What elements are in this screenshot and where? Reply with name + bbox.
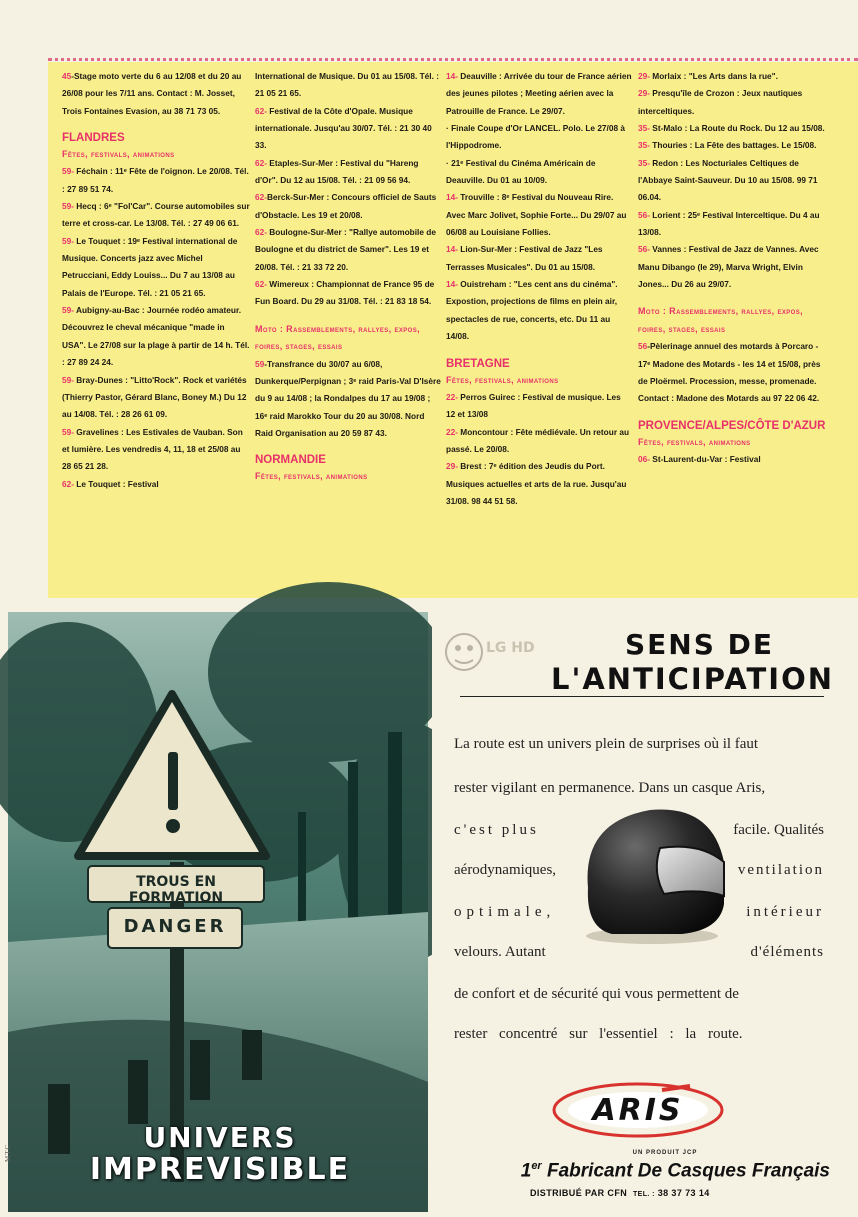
department-number: 29- xyxy=(446,461,458,472)
department-number: 62- xyxy=(255,105,267,116)
photo-credit: MTC xyxy=(4,1143,12,1162)
department-number: 62- xyxy=(255,227,267,238)
event-text: Ouistreham : "Les cent ans du cinéma". Expostion, projections de films en plein air, spectacles de rue, concerts, etc. Du 11 au 14/08. xyxy=(446,279,618,342)
event-text: Boulogne-Sur-Mer : "Rallye automobile de Boulogne et du district de Samer". Les 19 et 20/08. Tél. : 21 33 72 20. xyxy=(255,227,436,272)
listing-column-4 xyxy=(638,68,828,468)
event-entry xyxy=(62,476,250,493)
fabricant-ordinal: er xyxy=(531,1160,542,1172)
body-line-7: de confort et de sécurité qui vous permettent de xyxy=(454,986,739,1002)
event-text: Festival de la Côte d'Opale. Musique internationale. Jusqu'au 30/07. Tél. : 21 30 40 33. xyxy=(255,105,432,151)
event-entry xyxy=(255,155,441,190)
distributor-text: DISTRIBUÉ PAR CFN xyxy=(530,1188,628,1198)
listing-column-2 xyxy=(255,68,441,486)
fabricant-tagline xyxy=(460,1160,830,1182)
watermark-text: LG HD xyxy=(486,640,535,656)
event-entry xyxy=(638,451,828,468)
headline-line-1: SENS DE xyxy=(624,628,774,661)
event-text: -Pèlerinage annuel des motards à Porcaro - 17ᵉ Madone des Motards - les 14 et 15/08, près de Ploërmel. Procession, messe, promenade. Contact : Madone des Motards au 97 22 06 42. xyxy=(638,341,821,404)
event-text: St-Malo : La Route du Rock. Du 12 au 15/08. xyxy=(650,123,825,134)
photo-caption xyxy=(60,1122,380,1186)
department-number: 59- xyxy=(62,374,74,385)
department-number: 56- xyxy=(638,244,650,255)
event-entry xyxy=(638,137,828,154)
headline-line-2: L'ANTICIPATION xyxy=(551,662,834,696)
department-number: 06- xyxy=(638,453,650,464)
event-entry xyxy=(446,68,632,120)
department-number: 62- xyxy=(255,157,267,168)
department-number: 62- xyxy=(255,192,267,203)
category-heading: Fêtes, festivals, animations xyxy=(638,436,751,447)
listing-column-1 xyxy=(62,68,250,493)
aris-logo-icon xyxy=(550,1080,726,1140)
department-number: 59- xyxy=(62,305,74,316)
department-number: 59- xyxy=(62,166,74,177)
event-entry xyxy=(446,424,632,459)
event-text: Aubigny-au-Bac : Journée rodéo amateur. Découvrez le cheval mécanique "made in USA". Le 27/08 sur la plage à partir de 14 h. Tél. : 27 89 24 24. xyxy=(62,305,250,368)
caption-line-2: IMPREVISIBLE xyxy=(89,1152,351,1187)
department-number: 35- xyxy=(638,123,650,134)
department-number: 29- xyxy=(638,88,650,99)
body-line-5b: intérieur xyxy=(746,904,824,920)
event-entry xyxy=(255,276,441,311)
body-line-8: rester concentré sur l'essentiel : la route. xyxy=(454,1026,743,1042)
tel-label: TEL. : xyxy=(632,1191,655,1198)
event-text: Berck-Sur-Mer : Concours officiel de Sauts d'Obstacle. Les 19 et 20/08. xyxy=(255,192,437,220)
department-number: 35- xyxy=(638,140,650,151)
department-number: 14- xyxy=(446,71,458,81)
headline-rule xyxy=(460,696,824,697)
department-number: 62- xyxy=(62,478,74,489)
event-entry xyxy=(446,276,632,345)
event-text: Etaples-Sur-Mer : Festival du "Hareng d'Or". Du 12 au 15/08. Tél. : 21 09 56 94. xyxy=(255,157,419,186)
event-text: Trouville : 8ᵉ Festival du Nouveau Rire. Avec Marc Jolivet, Sophie Forte... Du 29/07 au 06/08 au Louisiane Follies. xyxy=(446,192,627,238)
body-line-6b: d'éléments xyxy=(750,944,824,960)
event-text: Gravelines : Les Estivales de Vauban. Son et lumière. Les vendredis 4, 11, 18 et 25/08 au 28 65 21 28. xyxy=(62,426,243,472)
event-entry xyxy=(638,241,828,293)
region-heading: BRETAGNE xyxy=(446,357,510,370)
body-line-6a: velours. Autant xyxy=(454,944,546,960)
event-entry xyxy=(62,198,250,233)
event-text: Moncontour : Fête médiévale. Un retour au passé. Le 20/08. xyxy=(446,426,630,454)
event-entry xyxy=(62,372,250,424)
category-heading: Fêtes, festivals, animations xyxy=(255,471,368,482)
event-entry xyxy=(255,224,441,276)
region-heading: PROVENCE/ALPES/CÔTE D'AZUR xyxy=(638,419,826,432)
event-listing xyxy=(48,62,858,598)
event-text: Wimereux : Championnat de France 95 de Fun Board. Du 29 au 31/08. Tél. : 21 83 18 54. xyxy=(255,279,435,307)
fabricant-text: Fabricant De Casques Français xyxy=(547,1160,830,1182)
event-text: · Finale Coupe d'Or LANCEL. Polo. Le 27/08 à l'Hippodrome. xyxy=(446,123,626,151)
event-text: -Stage moto verte du 6 au 12/08 et du 20 au 26/08 pour les 7/11 ans. Contact : M. Josset, Trois Fontaines Evasion, au 38 71 73 05. xyxy=(62,71,242,116)
category-heading: Moto : Rassemblements, rallyes, expos, foires, stages, essais xyxy=(638,306,804,334)
event-text: Thouries : La Fête des battages. Le 15/08. xyxy=(650,140,817,151)
region-heading: FLANDRES xyxy=(62,132,125,145)
body-line-3b: facile. Qualités xyxy=(733,822,824,838)
event-text: St-Laurent-du-Var : Festival xyxy=(650,453,761,464)
event-entry xyxy=(638,155,828,207)
event-entry xyxy=(62,163,250,198)
event-text: · 21ᵉ Festival du Cinéma Américain de Deauville. Du 01 au 10/09. xyxy=(446,157,596,186)
event-entry xyxy=(638,338,828,407)
event-text: Redon : Les Nocturiales Celtiques de l'Abbaye Saint-Sauveur. Du 10 au 15/08. 99 71 06.04. xyxy=(638,157,818,203)
body-line-4b: ventilation xyxy=(737,862,824,878)
body-line-2: rester vigilant en permanence. Dans un casque Aris, xyxy=(454,780,766,796)
department-number: 22- xyxy=(446,426,458,437)
event-text: -Transfrance du 30/07 au 6/08, Dunkerque/Perpignan ; 3ᵉ raid Paris-Val D'Isère du 9 au 14/08 ; la Rondalpes du 17 au 19/08 ; 16ᵉ raid Marokko Tour du 20 au 30/08. Nord Raid Organisation au 20 59 87 43. xyxy=(255,358,441,438)
tel-number: 38 37 73 14 xyxy=(657,1188,710,1198)
event-entry xyxy=(638,120,828,137)
department-number: 59 xyxy=(255,358,265,369)
category-heading: Fêtes, festivals, animations xyxy=(446,374,559,385)
dotted-rule xyxy=(48,58,858,61)
event-entry xyxy=(446,389,632,424)
event-entry xyxy=(255,68,441,103)
event-entry xyxy=(255,356,441,443)
event-entry xyxy=(62,424,250,476)
event-entry xyxy=(62,302,250,371)
event-entry xyxy=(446,189,632,241)
event-text: Féchain : 11ᵉ Fête de l'oignon. Le 20/08. Tél. : 27 89 51 74. xyxy=(62,166,249,194)
event-entry xyxy=(446,155,632,190)
region-heading: NORMANDIE xyxy=(255,454,326,467)
department-number: 62- xyxy=(255,279,267,290)
event-entry xyxy=(638,207,828,242)
event-entry xyxy=(255,103,441,155)
department-number: 14- xyxy=(446,244,458,255)
department-number: 14- xyxy=(446,279,458,290)
event-text: Le Touquet : Festival xyxy=(74,478,159,489)
event-text: Hecq : 6ᵉ "Fol'Car". Course automobiles sur terre et cross-car. Le 13/08. Tél. : 27 49 06 61. xyxy=(62,201,250,229)
category-heading: Moto : Rassemblements, rallyes, expos, foires, stages, essais xyxy=(255,323,421,352)
department-number: 35- xyxy=(638,157,650,168)
department-number: 56 xyxy=(638,341,648,352)
category-heading: Fêtes, festivals, animations xyxy=(62,149,175,160)
aris-brand-text: ARIS xyxy=(592,1093,684,1128)
event-text: Lorient : 25ᵉ Festival Interceltique. Du 4 au 13/08. xyxy=(638,209,820,238)
event-text: Lion-Sur-Mer : Festival de Jazz "Les Terrasses Musicales". Du 01 au 15/08. xyxy=(446,244,603,272)
distributor-line xyxy=(530,1188,830,1198)
department-number: 56- xyxy=(638,209,650,220)
body-line-5a: optimale, xyxy=(454,904,556,920)
event-text: International de Musique. Du 01 au 15/08. Tél. : 21 05 21 65. xyxy=(255,71,439,99)
product-by: UN PRODUIT JCP xyxy=(632,1150,698,1156)
event-text: Le Touquet : 19ᵉ Festival international de Musique. Concerts jazz avec Michel Petrucciani, Eddy Louiss... Du 7 au 13/08 au Palais de l'Europe. Tél. : 21 05 21 65. xyxy=(62,235,238,298)
event-entry xyxy=(638,68,828,85)
listing-column-3 xyxy=(446,68,632,510)
event-text: Vannes : Festival de Jazz de Vannes. Avec Manu Dibango (le 29), Marva Wright, Elvin Jones... Du 26 au 29/07. xyxy=(638,244,819,290)
helmet-icon xyxy=(572,792,732,952)
caption-line-1: UNIVERS xyxy=(143,1121,297,1154)
fabricant-number: 1 xyxy=(520,1160,532,1182)
event-entry xyxy=(62,68,250,120)
event-text: Brest : 7ᵉ édition des Jeudis du Port. Musiques actuelles et arts de la rue. Jusqu'au 31/08. 98 44 51 58. xyxy=(446,461,627,506)
event-text: Morlaix : "Les Arts dans la rue". xyxy=(650,71,778,81)
event-entry xyxy=(638,85,828,120)
department-number: 59- xyxy=(62,235,74,246)
department-number: 22- xyxy=(446,391,458,402)
event-entry xyxy=(446,458,632,510)
event-entry xyxy=(446,120,632,155)
event-entry xyxy=(255,189,441,224)
department-number: 59- xyxy=(62,201,74,212)
event-text: Deauville : Arrivée du tour de France aérien des jeunes pilotes ; Meeting aérien avec la Patrouille de France. Le 29/07. xyxy=(446,71,632,116)
event-entry xyxy=(446,241,632,276)
ad-headline xyxy=(454,628,834,696)
sign-text-trous: TROUS EN FORMATION xyxy=(128,874,224,906)
department-number: 45 xyxy=(62,71,72,81)
department-number: 14- xyxy=(446,192,458,203)
department-number: 29- xyxy=(638,71,650,81)
body-line-3a: c'est plus xyxy=(454,822,539,838)
body-line-1: La route est un univers plein de surprises où il faut xyxy=(454,736,759,752)
event-text: Bray-Dunes : "Litto'Rock". Rock et variétés (Thierry Pastor, Gérard Blanc, Boney M.) Du 12 au 14/08. Tél. : 28 26 61 09. xyxy=(62,374,247,420)
event-text: Perros Guirec : Festival de musique. Les 12 et 13/08 xyxy=(446,391,621,420)
department-number: 59- xyxy=(62,426,74,437)
sign-text-danger: DANGER xyxy=(123,916,227,937)
event-text: Presqu'île de Crozon : Jeux nautiques interceltiques. xyxy=(638,88,803,116)
event-entry xyxy=(62,233,250,302)
aris-advertisement xyxy=(432,612,858,1212)
body-line-4a: aérodynamiques, xyxy=(454,862,557,878)
